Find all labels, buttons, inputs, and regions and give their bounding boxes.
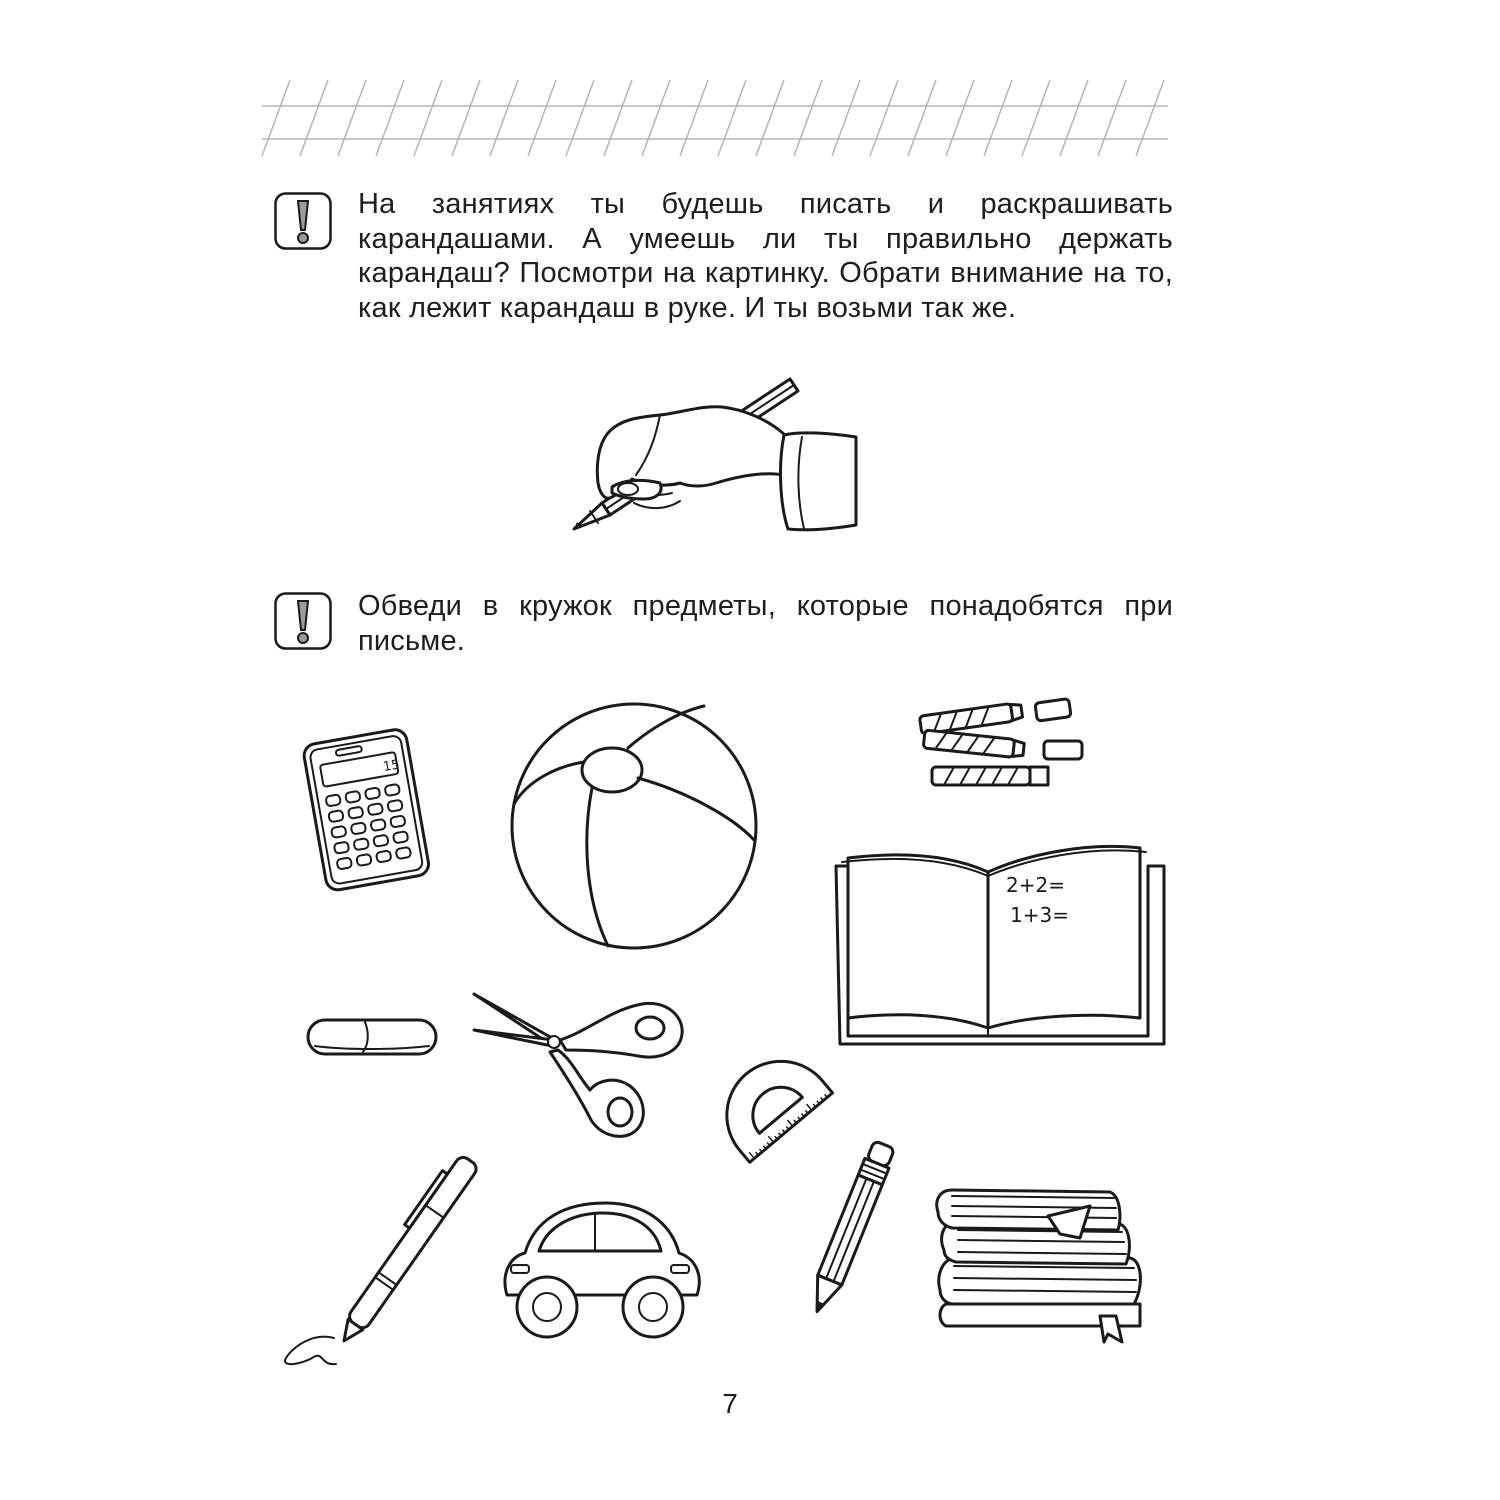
task-1-instructions: На занятиях ты будешь писать и раскрашивать карандашами. А умеешь ли ты правильно держать карандаш? Посмотри на картинку. Обрати внимание на то, как лежит карандаш в руке. И ты возьми так же. xyxy=(358,188,1173,324)
notebook-item[interactable] xyxy=(828,838,1168,1050)
ball-item[interactable] xyxy=(508,700,760,952)
markers-item[interactable] xyxy=(912,695,1092,795)
exclamation-icon xyxy=(274,592,332,650)
calculator-item[interactable] xyxy=(300,728,430,888)
notebook-line-1: 2+2= xyxy=(1006,873,1065,897)
pen-item[interactable] xyxy=(272,1152,492,1374)
handwriting-grid xyxy=(0,0,1500,170)
toy-car-item[interactable] xyxy=(495,1195,707,1345)
calculator-display: 15 xyxy=(381,757,401,776)
eraser-item[interactable] xyxy=(305,1016,440,1058)
pencil-item[interactable] xyxy=(795,1130,905,1325)
scissors-item[interactable] xyxy=(470,990,690,1140)
task-2-instructions: Обведи в кружок предметы, которые понадобятся при письме. xyxy=(358,590,1173,657)
exclamation-icon xyxy=(274,192,332,250)
page-number: 7 xyxy=(722,1388,738,1419)
notebook-line-2: 1+3= xyxy=(1010,903,1069,927)
books-item[interactable] xyxy=(930,1186,1150,1348)
hand-holding-pencil-illustration xyxy=(540,375,860,545)
